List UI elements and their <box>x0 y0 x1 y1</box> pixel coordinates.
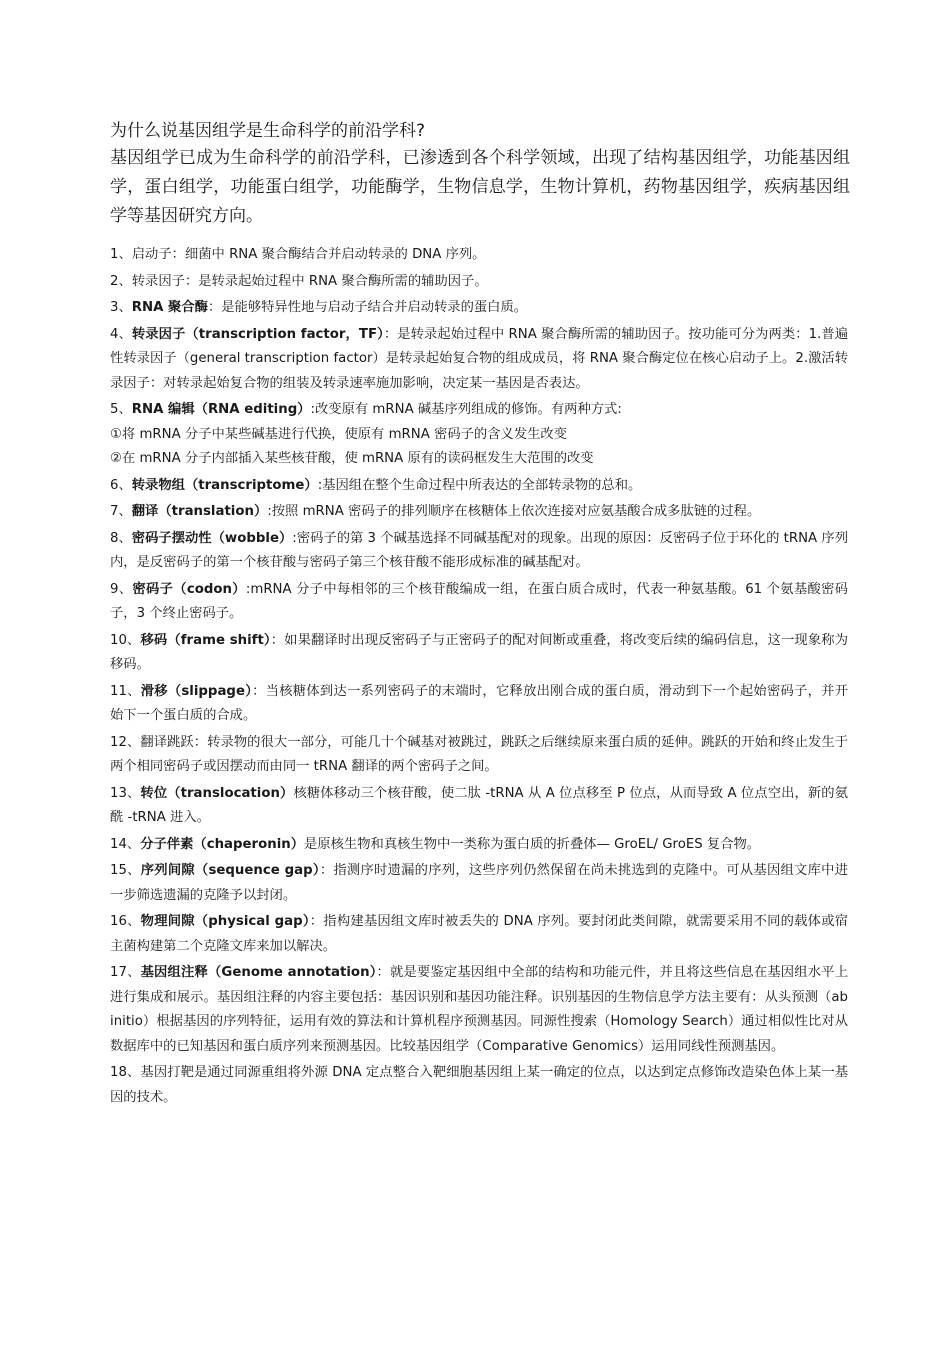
editing-method-2: ②在 mRNA 分子内部插入某些核苷酸，使 mRNA 原有的读码框发生大范围的改变 <box>110 451 594 466</box>
definition-item <box>110 859 848 908</box>
definition-body: 是原核生物和真核生物中一类称为蛋白质的折叠体— GroEL/ GroES 复合物。 <box>304 836 761 852</box>
definition-item <box>110 243 848 268</box>
definition-body: ：细菌中 RNA 聚合酶结合并启动转录的 DNA 序列。 <box>171 247 486 262</box>
definition-item <box>110 629 848 678</box>
definition-term: 基因打靶 <box>140 1065 195 1080</box>
definition-term: 移码（frame shift） <box>140 632 271 648</box>
definition-term: 转录物组（transcriptome） <box>131 477 318 493</box>
definition-body: :密码子的第 3 个碱基选择不同碱基配对的现象。出现的原因：反密码子位于环化的 tRNA 序列内，是反密码子的第一个核苷酸与密码子第三个核苷酸不能形成标准的碱基配对。 <box>110 530 848 570</box>
intro-answer: 基因组学已成为生命科学的前沿学科，已渗透到各个科学领域，出现了结构基因组学，功能基因组学，蛋白组学，功能蛋白组学，功能酶学，生物信息学，生物计算机，药物基因组学，疾病基因组学等基因研究方向。 <box>110 148 850 226</box>
definition-number: 5、 <box>110 402 132 417</box>
definition-term: 翻译跳跃 <box>140 734 194 750</box>
definition-item <box>110 500 848 525</box>
definition-body: ：指测序时遗漏的序列，这些序列仍然保留在尚未挑选到的克隆中。可从基因组文库中进一步筛选遗漏的克隆予以封闭。 <box>110 863 849 903</box>
definition-body: ：是转录起始过程中 RNA 聚合酶所需的辅助因子。按功能可分为两类：1.普遍性转录因子（general transcription factor）是转录起始复合物的组成成员，将 RNA 聚合酶定位在核心启动子上。2.激活转录因子：对转录起始复合物的组装及转录速率施加影响，决定某一基因是否表达。 <box>110 326 849 391</box>
definition-number: 13、 <box>110 785 141 801</box>
definition-number: 12、 <box>110 734 141 750</box>
definition-body: ：是转录起始过程中 RNA 聚合酶所需的辅助因子。 <box>184 273 488 289</box>
definition-item <box>110 731 848 780</box>
definition-body: :按照 mRNA 密码子的排列顺序在核糖体上依次连接对应氨基酸合成多肽链的过程。 <box>267 504 761 519</box>
definition-term: 分子伴素（chaperonin） <box>140 836 305 852</box>
definition-item <box>110 398 848 423</box>
definition-term: 物理间隙（physical gap） <box>140 914 310 929</box>
definition-number: 1、 <box>110 247 132 262</box>
definition-number: 7、 <box>110 504 132 519</box>
definition-number: 14、 <box>110 836 141 852</box>
definition-body: :改变原有 mRNA 碱基序列组成的修饰。有两种方式: <box>310 402 622 417</box>
definition-term: 翻译（translation） <box>131 504 268 519</box>
definition-number: 2、 <box>110 273 132 289</box>
definition-body: ：转录物的很大一部分，可能几十个碱基对被跳过，跳跃之后继续原来蛋白质的延伸。跳跃的开始和终止发生于两个相同密码子或因摆动而由同一 tRNA 翻译的两个密码子之间。 <box>110 734 849 774</box>
definition-body: :基因组在整个生命过程中所表达的全部转录物的总和。 <box>317 477 642 493</box>
definition-item <box>110 527 848 576</box>
definition-item <box>110 474 848 499</box>
definition-body: ：当核糖体到达一系列密码子的末端时，它释放出刚合成的蛋白质，滑动到下一个起始密码子，并开始下一个蛋白质的合成。 <box>110 683 849 723</box>
definition-body: :mRNA 分子中每相邻的三个核苷酸编成一组，在蛋白质合成时，代表一种氨基酸。61 个氨基酸密码子，3 个终止密码子。 <box>110 581 849 621</box>
definition-number: 9、 <box>110 581 133 597</box>
definition-item <box>110 961 848 1059</box>
definition-term: 启动子 <box>131 247 172 262</box>
definition-number: 18、 <box>110 1065 141 1080</box>
definition-number: 17、 <box>110 965 141 980</box>
definition-list <box>110 243 848 1110</box>
definition-number: 10、 <box>110 632 141 648</box>
definition-number: 15、 <box>110 863 141 878</box>
definition-item <box>110 782 848 831</box>
definition-item <box>110 680 848 729</box>
definition-term: RNA 编辑（RNA editing） <box>131 402 311 417</box>
definition-term: 转位（translocation） <box>140 785 294 801</box>
definition-body: 是通过同源重组将外源 DNA 定点整合入靶细胞基因组上某一确定的位点，以达到定点修饰改造染色体上某一基因的技术。 <box>110 1065 849 1105</box>
definition-item <box>110 833 848 858</box>
definition-term: 基因组注释（Genome annotation） <box>140 965 377 980</box>
definition-item <box>110 1061 848 1110</box>
definition-term: RNA 聚合酶 <box>131 300 208 315</box>
definition-number: 11、 <box>110 683 141 699</box>
definition-number: 16、 <box>110 914 141 929</box>
definition-term: 滑移（slippage） <box>140 683 253 699</box>
definition-term: 转录因子 <box>131 273 185 289</box>
definition-term: 密码子（codon） <box>132 581 246 597</box>
definition-item <box>110 578 848 627</box>
definition-number: 4、 <box>110 326 132 342</box>
definition-body: 核糖体移动三个核苷酸，使二肽 -tRNA 从 A 位点移至 P 位点，从而导致 A 位点空出，新的氨酰 -tRNA 进入。 <box>110 785 848 825</box>
definition-term: 序列间隙（sequence gap） <box>140 863 320 878</box>
definition-body: ：就是要鉴定基因组中全部的结构和功能元件，并且将这些信息在基因组水平上进行集成和展示。基因组注释的内容主要包括：基因识别和基因功能注释。识别基因的生物信息学方法主要有：从头预测（ab initio）根据基因的序列特征，运用有效的算法和计算机程序预测基因。同源性搜索（Homology Search）通过相似性比对从数据库中的已知基因和蛋白质序列来预测基因。比较基因组学（Comparative Genomics）运用同线性预测基因。 <box>110 965 849 1054</box>
definition-body: ：是能够特异性地与启动子结合并启动转录的蛋白质。 <box>207 300 528 315</box>
editing-method-1: ①将 mRNA 分子中某些碱基进行代换，使原有 mRNA 密码子的含义发生改变 <box>110 426 568 442</box>
definition-number: 3、 <box>110 300 132 315</box>
definition-body: ：指构建基因组文库时被丢失的 DNA 序列。要封闭此类间隙，就需要采用不同的载体或宿主菌构建第二个克隆文库来加以解决。 <box>110 914 849 954</box>
definition-item <box>110 270 848 295</box>
definition-term: 转录因子（transcription factor，TF） <box>131 326 384 342</box>
intro-question: 为什么说基因组学是生命科学的前沿学科? <box>110 121 426 141</box>
definition-number: 8、 <box>110 530 132 546</box>
definition-item <box>110 323 848 397</box>
intro-section <box>110 118 850 231</box>
definition-item <box>110 910 848 959</box>
definition-term: 密码子摆动性（wobble） <box>131 530 293 546</box>
definition-item <box>110 296 848 321</box>
definition-number: 6、 <box>110 477 132 493</box>
definition-body: ：如果翻译时出现反密码子与正密码子的配对间断或重叠，将改变后续的编码信息，这一现象称为移码。 <box>110 632 849 672</box>
